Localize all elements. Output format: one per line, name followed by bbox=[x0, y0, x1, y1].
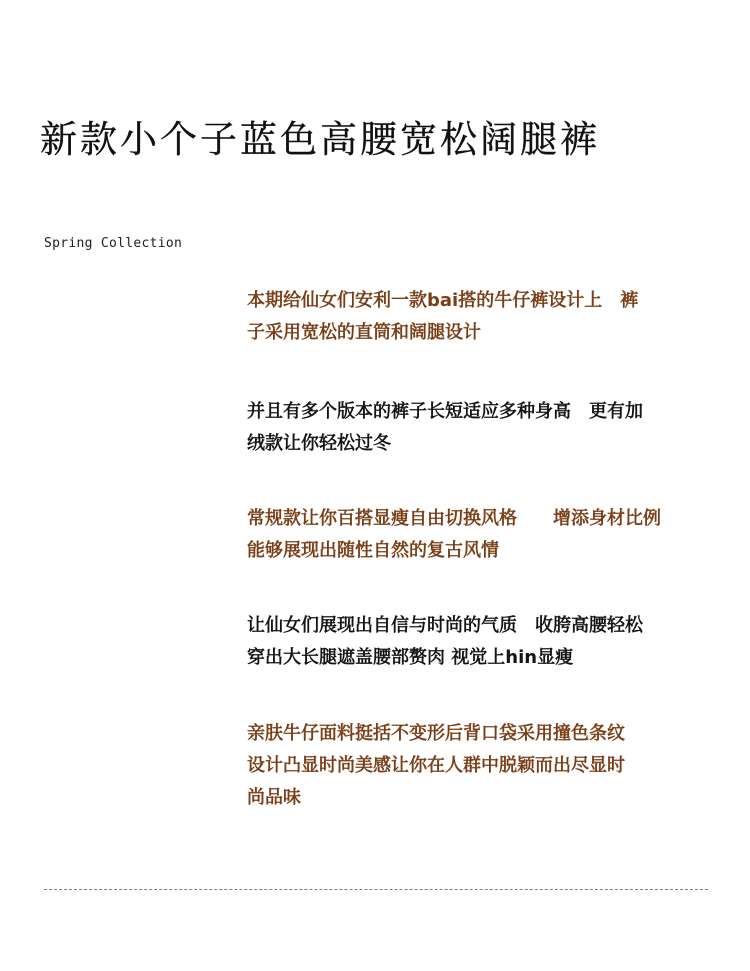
description-paragraph-4: 让仙女们展现出自信与时尚的气质 收胯高腰轻松 穿出大长腿遮盖腰部赘肉 视觉上hin显瘦 bbox=[247, 615, 643, 668]
description-paragraph-2: 并且有多个版本的裤子长短适应多种身高 更有加 绒款让你轻松过冬 bbox=[247, 401, 643, 454]
dashed-divider bbox=[44, 889, 708, 890]
description-paragraph-3: 常规款让你百搭显瘦自由切换风格 增添身材比例 能够展现出随性自然的复古风情 bbox=[247, 508, 661, 561]
page-title: 新款小个子蓝色高腰宽松阔腿裤 bbox=[40, 118, 600, 161]
description-paragraph-1: 本期给仙女们安利一款bai搭的牛仔裤设计上 裤 子采用宽松的直筒和阔腿设计 bbox=[247, 290, 639, 343]
description-paragraph-5: 亲肤牛仔面料挺括不变形后背口袋采用撞色条纹 设计凸显时尚美感让你在人群中脱颖而出尽显时 尚品味 bbox=[247, 723, 625, 808]
collection-subtitle: Spring Collection bbox=[44, 236, 183, 251]
